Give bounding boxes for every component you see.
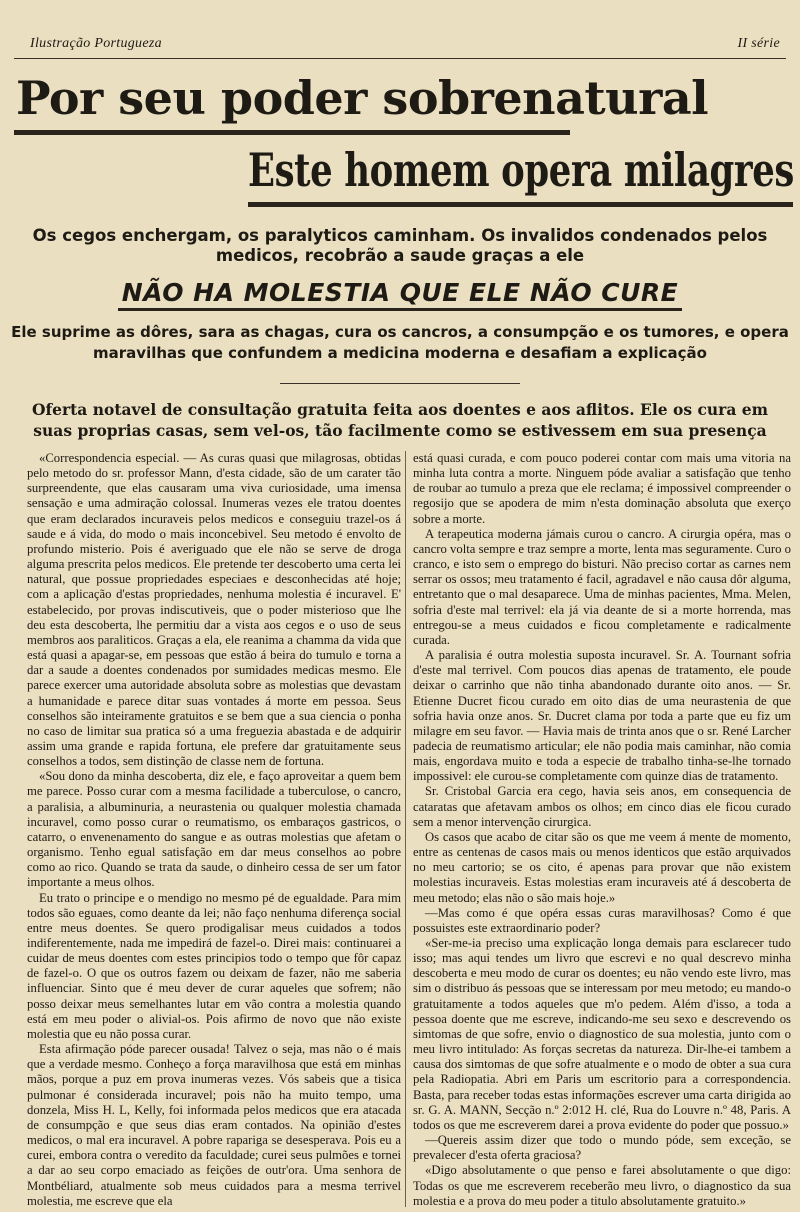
section-rule <box>280 383 520 384</box>
slogan-text: NÃO HA MOLESTIA QUE ELE NÃO CURE <box>118 278 683 311</box>
running-header <box>30 36 780 52</box>
column-divider <box>405 451 406 1207</box>
header-rule <box>14 58 786 59</box>
deck-text: Ele suprime as dôres, sara as chagas, cura os cancros, a consumpção e os tumores, e opera maravilhas que confundem a medicina moderna e desafiam a explicação <box>11 323 789 362</box>
headline-line-2: Este homem opera milagres <box>248 143 794 197</box>
paragraph: «Digo absolutamente o que penso e farei absolutamente o que digo: Todas os que me escreverem receberão meu livro, o diagnostico da sua molestia e a prova do meu poder a titulo absolutamente gratuito.» <box>413 1163 791 1208</box>
offer-heading: Oferta notavel de consultação gratuita feita aos doentes e aos aflitos. Ele os cura em suas proprias casas, sem vel-os, tão facilmente como se estivessem em sua presença <box>31 400 769 440</box>
paragraph: A terapeutica moderna jámais curou o cancro. A cirurgia opéra, mas o cancro volta sempre e traz sempre a morte, lenta mas seguramente. Curo o cranco, e isto sem o emprego do bisturi. Não preciso cortar as carnes nem serrar os ossos; meu tratamento é facil, agradavel e não causa dôr alguma, entretanto que o mal desaparece. Uma de minhas pacientes, Mma. Melen, sofria d'este mal terrivel: ela já via deante de si a morte horrenda, mas entregou-se a meus cuidados e ficou completamente e radicalmente curada. <box>413 526 791 647</box>
paragraph: A paralisia é outra molestia suposta incuravel. Sr. A. Tournant sofria d'este mal terrivel. Com poucos dias apenas de tratamento, ele poude deixar o carrinho que não tinha abandonado durante oito anos. — Sr. Etienne Ducret ficou curado em oito dias de uma neurastenia de que sofria havia onze anos. Sr. Ducret clama por toda a parte que eu fiz um milagre em seu favor. — Havia mais de trinta anos que o sr. René Larcher padecia de reumatismo articular; ele não podia mais caminhar, não comia mais, engordava muito e toda a especie de trabalho tinha-se-lhe tornado impossivel: ele curou-se completamente com quinze dias de tratamento. <box>413 648 791 784</box>
paragraph: Eu trato o principe e o mendigo no mesmo pé de egualdade. Para mim todos são eguaes, como deante da lei; não faço nenhuma diferença social entre meus doentes. Se quero prodigalisar meus cuidados a todos indiferentemente, nada me impedirá de fazel-o. Direi mais: continuarei a cuidar de meus doentes com estes principios todo o tempo que fôr capaz de fazel-o. O que os outros fazem ou deixam de fazer, não me saberia influenciar. Sinto que é meu dever de curar aqueles que sofrem; não posso deixar meus semelhantes lutar em vão contra a molestia quando está em meu poder o alivial-os. Pois afirmo de novo que não existe molestia que eu não possa curar. <box>27 890 401 1041</box>
headline-line-1: Por seu poder sobrenatural <box>16 71 709 125</box>
paragraph: —Mas como é que opéra essas curas maravilhosas? Como é que possuistes este extraordinario poder? <box>413 905 791 935</box>
article-column-left <box>27 451 401 1209</box>
paragraph: está quasi curada, e com pouco poderei contar com mais uma vitoria na minha luta contra a morte. Ninguem póde avaliar a satisfação que tenho de roubar ao tumulo a preza que ele reclama; é impossivel compreender o regosijo que se apodera de mim n'esta dominação absoluta que exerço sobre a morte. <box>413 451 791 526</box>
paragraph: Os casos que acabo de citar são os que me veem á mente de momento, entre as centenas de casos mais ou menos identicos que estão arquivados no meu cartorio; se os cito, é apenas para provar que não existem molestias incuraveis. Estas molestias eram incuraveis até á descoberta de meu metodo; elas não o são mais hoje.» <box>413 829 791 905</box>
paragraph: Sr. Cristobal Garcia era cego, havia seis anos, em consequencia de cataratas que afetavam ambos os olhos; em cinco dias ele ficou curado sem a menor intervenção cirurgica. <box>413 784 791 829</box>
publication-name: Ilustração Portugueza <box>30 36 162 51</box>
headline-bar-2 <box>248 202 793 207</box>
subheadline: Os cegos enchergam, os paralyticos caminham. Os invalidos condenados pelos medicos, recobrão a saude graças a ele <box>32 226 768 265</box>
paragraph: «Correspondencia especial. — As curas quasi que milagrosas, obtidas pelo metodo do sr. professor Mann, d'esta cidade, são de um carater tão surpreendente, que elas causaram uma viva curiosidade, uma imensa sensação e uma admiração colossal. Inumeras vezes ele tratou doentes que eram declarados incuraveis pelos medicos e conseguiu trazel-os á saude e á vida, do modo o mais inconcebivel. Seu metodo é envolto de profundo misterio. Pois é averiguado que ele não se serve de droga alguma prescrita pelos medicos. Ele pretende ter descoberto uma certa lei natural, que possue propriedades especiaes e desconhecidas até hoje; com a aplicação d'estas propriedades, nenhuma molestia é incuravel. E' estabelecido, por provas indiscutiveis, que o poder misterioso que lhe deu esta descoberta, lhe permitiu dar a vista aos cegos e o uso de seus membros aos paraliticos. Graças a ela, ele reanima a chamma da vida que está quasi a apagar-se, em pessoas que estão á beira do tumulo e torna a dar a saude a doentes condenados por sumidades medicas mesmo. Ele parece exercer uma autoridade absoluta sobre as molestias que devastam a humanidade e parece ditar suas vontades á morte em pessoa. Seus conselhos são inteiramente gratuitos e se bem que a sua ciencia o ponha no caso de limitar sua pratica só a uma freguezia abastada e de adquirir assim uma grande e rapida fortuna, ele prefere dar gratuitamente seus conselhos a todos, sem distinção de classe nem de fortuna. <box>27 451 401 769</box>
article-column-right <box>413 451 791 1209</box>
slogan <box>0 278 800 307</box>
paragraph: —Quereis assim dizer que todo o mundo póde, sem exceção, se prevalecer d'esta oferta graciosa? <box>413 1133 791 1163</box>
paragraph: «Ser-me-ia preciso uma explicação longa demais para esclarecer tudo isso; mas aqui tendes um livro que escrevi e no qual descrevo minha descoberta e meu modo de curar os doentes; eu não vendo este livro, mas sim o distribuo ás pessoas que se interessam por meu metodo; eu mando-o gratuitamente a todos aqueles que m'o pedem. Além d'isso, a toda a pessoa doente que me escreve, indicando-me seu sexo e descrevendo os simtomas de que sofre, envio o diagnostico de sua molestia, junto com o meu livro intitulado: As forças secretas da natureza. Dir-lhe-ei tambem a causa dos simtomas de que sofre atualmente e o modo de obter a sua cura pela Radiopatia. Abri em Paris um escritorio para a correspondencia. Basta, para receber todas estas informações escrever uma carta dirigida ao sr. G. A. MANN, Secção n.º 2:012 H. clé, Rua do Louvre n.º 48, Paris. A todos os que me escreverem darei a prova evidente do poder que possuo.» <box>413 936 791 1132</box>
paragraph: «Sou dono da minha descoberta, diz ele, e faço aproveitar a quem bem me parece. Posso curar com a mesma facilidade a tuberculose, o cancro, a paralisia, a albuminuria, a neurastenia ou qualquer molestia chamada incuravel, como posso curar o reumatismo, os embaraços gastricos, o catarro, o envenenamento do sangue e as outras molestias que afetam o organismo. Tenho egual satisfação em dar meus conselhos ao pobre como ao rico. Quando se trata da saude, o dinheiro cessa de ser um fator importante a meus olhos. <box>27 769 401 890</box>
paragraph: Esta afirmação póde parecer ousada! Talvez o seja, mas não o é mais que a verdade mesmo. Conheço a força maravilhosa que está em minhas mãos, porque a puz em prova inumeras vezes. Vós sabeis que a tisica pulmonar é considerada incuravel; pois não ha muito tempo, uma donzela, Miss H. L, Kelly, foi informada pelos medicos que era atacada de consumpção e que seus dias eram contados. Na opinião d'estes medicos, o mal era incuravel. A pobre rapariga se desesperava. Pois eu a curei, embora contra o veredito da faculdade; curei seus pulmões e tornei a dar ao seu corpo emaciado as feições de outr'ora. Uma senhora de Montbéliard, atualmente sob meus cuidados para a mesma terrivel molestia, me escreve que ela <box>27 1042 401 1208</box>
headline-bar-1 <box>14 130 570 135</box>
series-label: II série <box>737 36 780 51</box>
